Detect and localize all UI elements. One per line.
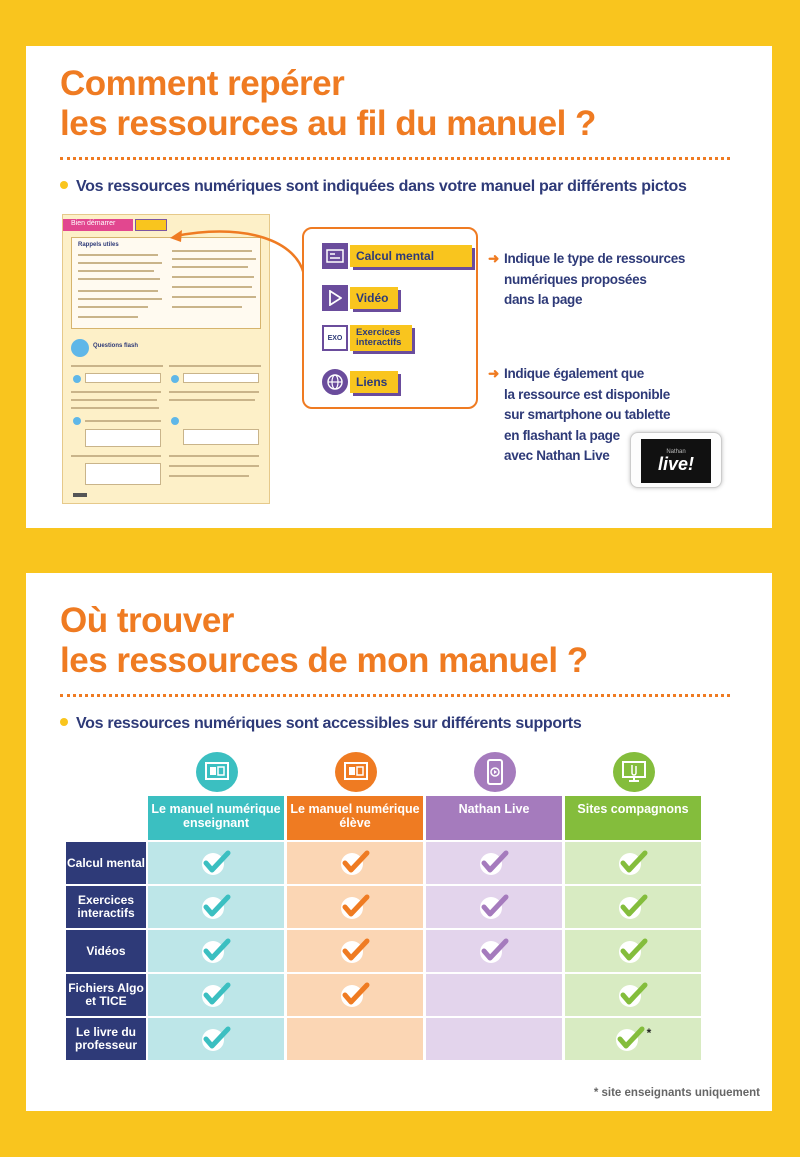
bullet-label: Vos ressources numériques sont indiquées dans votre manuel par différents pictos [76, 178, 687, 195]
phone-screen [641, 439, 711, 483]
checkmark-icon [340, 893, 370, 921]
picto-label: Vidéo [350, 287, 398, 309]
section1-title [60, 64, 596, 144]
table-cell [287, 1018, 425, 1062]
picto-label: Exercices interactifs [350, 325, 412, 351]
table-cell [148, 886, 286, 930]
student-book-icon [335, 752, 377, 792]
checkmark-icon [340, 849, 370, 877]
checkmark-icon [615, 1025, 645, 1053]
row-label: Vidéos [66, 930, 146, 974]
row-label: Le livre du professeur [66, 1018, 146, 1062]
table-cell [148, 842, 286, 886]
globe-icon [322, 369, 348, 395]
table-cell [287, 886, 425, 930]
phone-brand: Nathan [666, 449, 686, 455]
title-line-1: Comment repérer [60, 64, 345, 103]
table-cell [148, 1018, 286, 1062]
column-header: Nathan Live [426, 796, 562, 840]
checkmark-icon [201, 937, 231, 965]
table-cell [287, 930, 425, 974]
table-cell [565, 930, 703, 974]
picto-label: Liens [350, 371, 398, 393]
thumb-header-text: Bien démarrer [71, 220, 116, 227]
picto-legend-box [302, 227, 478, 409]
monitor-icon [613, 752, 655, 792]
arrow-right-icon: ➜ [488, 366, 500, 381]
bullet-text [60, 178, 687, 196]
table-cell [426, 974, 564, 1018]
thumb-section-circle [71, 339, 89, 357]
title-line-2: les ressources de mon manuel ? [60, 641, 588, 680]
checkmark-icon [201, 981, 231, 1009]
thumb-page-number [73, 493, 87, 497]
dotted-divider [60, 157, 730, 160]
checkmark-icon [618, 893, 648, 921]
where-to-find-card [26, 573, 772, 1111]
picto-liens [322, 369, 398, 395]
column-header: Sites compagnons [565, 796, 701, 840]
checkmark-icon [479, 937, 509, 965]
bullet-label: Vos ressources numériques sont accessibles sur différents supports [76, 715, 582, 732]
row-label: Fichiers Algo et TICE [66, 974, 146, 1018]
table-cell [426, 886, 564, 930]
section2-title [60, 601, 588, 681]
exo-icon: EXO [322, 325, 348, 351]
table-cell [287, 842, 425, 886]
smartphone-image [630, 432, 722, 488]
picto-exercices [322, 325, 412, 351]
note-nathan-live: ➜ Indique également que la ressource est disponible sur smartphone ou tablette en flashant la page avec Nathan Live [488, 366, 671, 463]
arrow-right-icon: ➜ [488, 251, 500, 266]
picto-calcul-mental [322, 243, 472, 269]
play-icon [322, 285, 348, 311]
how-to-locate-card [26, 46, 772, 528]
bullet-dot-icon [60, 181, 68, 189]
checkmark-icon [479, 893, 509, 921]
smartphone-icon [474, 752, 516, 792]
asterisk-mark: * [646, 1026, 652, 1040]
picto-label: Calcul mental [350, 245, 472, 267]
bullet-dot-icon [60, 718, 68, 726]
curved-arrow-icon [166, 216, 316, 286]
title-line-2: les ressources au fil du manuel ? [60, 104, 596, 143]
note-picto-type: ➜ Indique le type de ressources numériques proposées dans la page [488, 251, 686, 307]
table-cell [565, 842, 703, 886]
table-cell [426, 842, 564, 886]
checkmark-icon [618, 937, 648, 965]
checkmark-icon [618, 981, 648, 1009]
checkmark-icon [340, 981, 370, 1009]
checkmark-icon [201, 893, 231, 921]
thumb-section1-text: Rappels utiles [78, 242, 119, 248]
checkmark-icon [201, 849, 231, 877]
column-header: Le manuel numérique élève [287, 796, 423, 840]
dotted-divider [60, 694, 730, 697]
teacher-book-icon [196, 752, 238, 792]
thumb-section2-text: Questions flash [93, 343, 139, 349]
bullet-text [60, 715, 581, 733]
table-cell [287, 974, 425, 1018]
footnote: * site enseignants uniquement [593, 1087, 760, 1099]
table-cell [565, 974, 703, 1018]
thumb-picto-tag [135, 219, 167, 231]
table-cell [426, 930, 564, 974]
picto-video [322, 285, 398, 311]
table-cell [565, 886, 703, 930]
title-line-1: Où trouver [60, 601, 234, 640]
row-label: Calcul mental [66, 842, 146, 886]
row-label: Exercices interactifs [66, 886, 146, 930]
calculator-icon [322, 243, 348, 269]
checkmark-icon [479, 849, 509, 877]
checkmark-icon [340, 937, 370, 965]
table-cell [148, 974, 286, 1018]
checkmark-icon [618, 849, 648, 877]
checkmark-icon [201, 1025, 231, 1053]
table-cell [565, 1018, 703, 1062]
column-header: Le manuel numérique enseignant [148, 796, 284, 840]
nathan-live-logo: live! [657, 454, 695, 474]
table-cell [148, 930, 286, 974]
table-cell [426, 1018, 564, 1062]
